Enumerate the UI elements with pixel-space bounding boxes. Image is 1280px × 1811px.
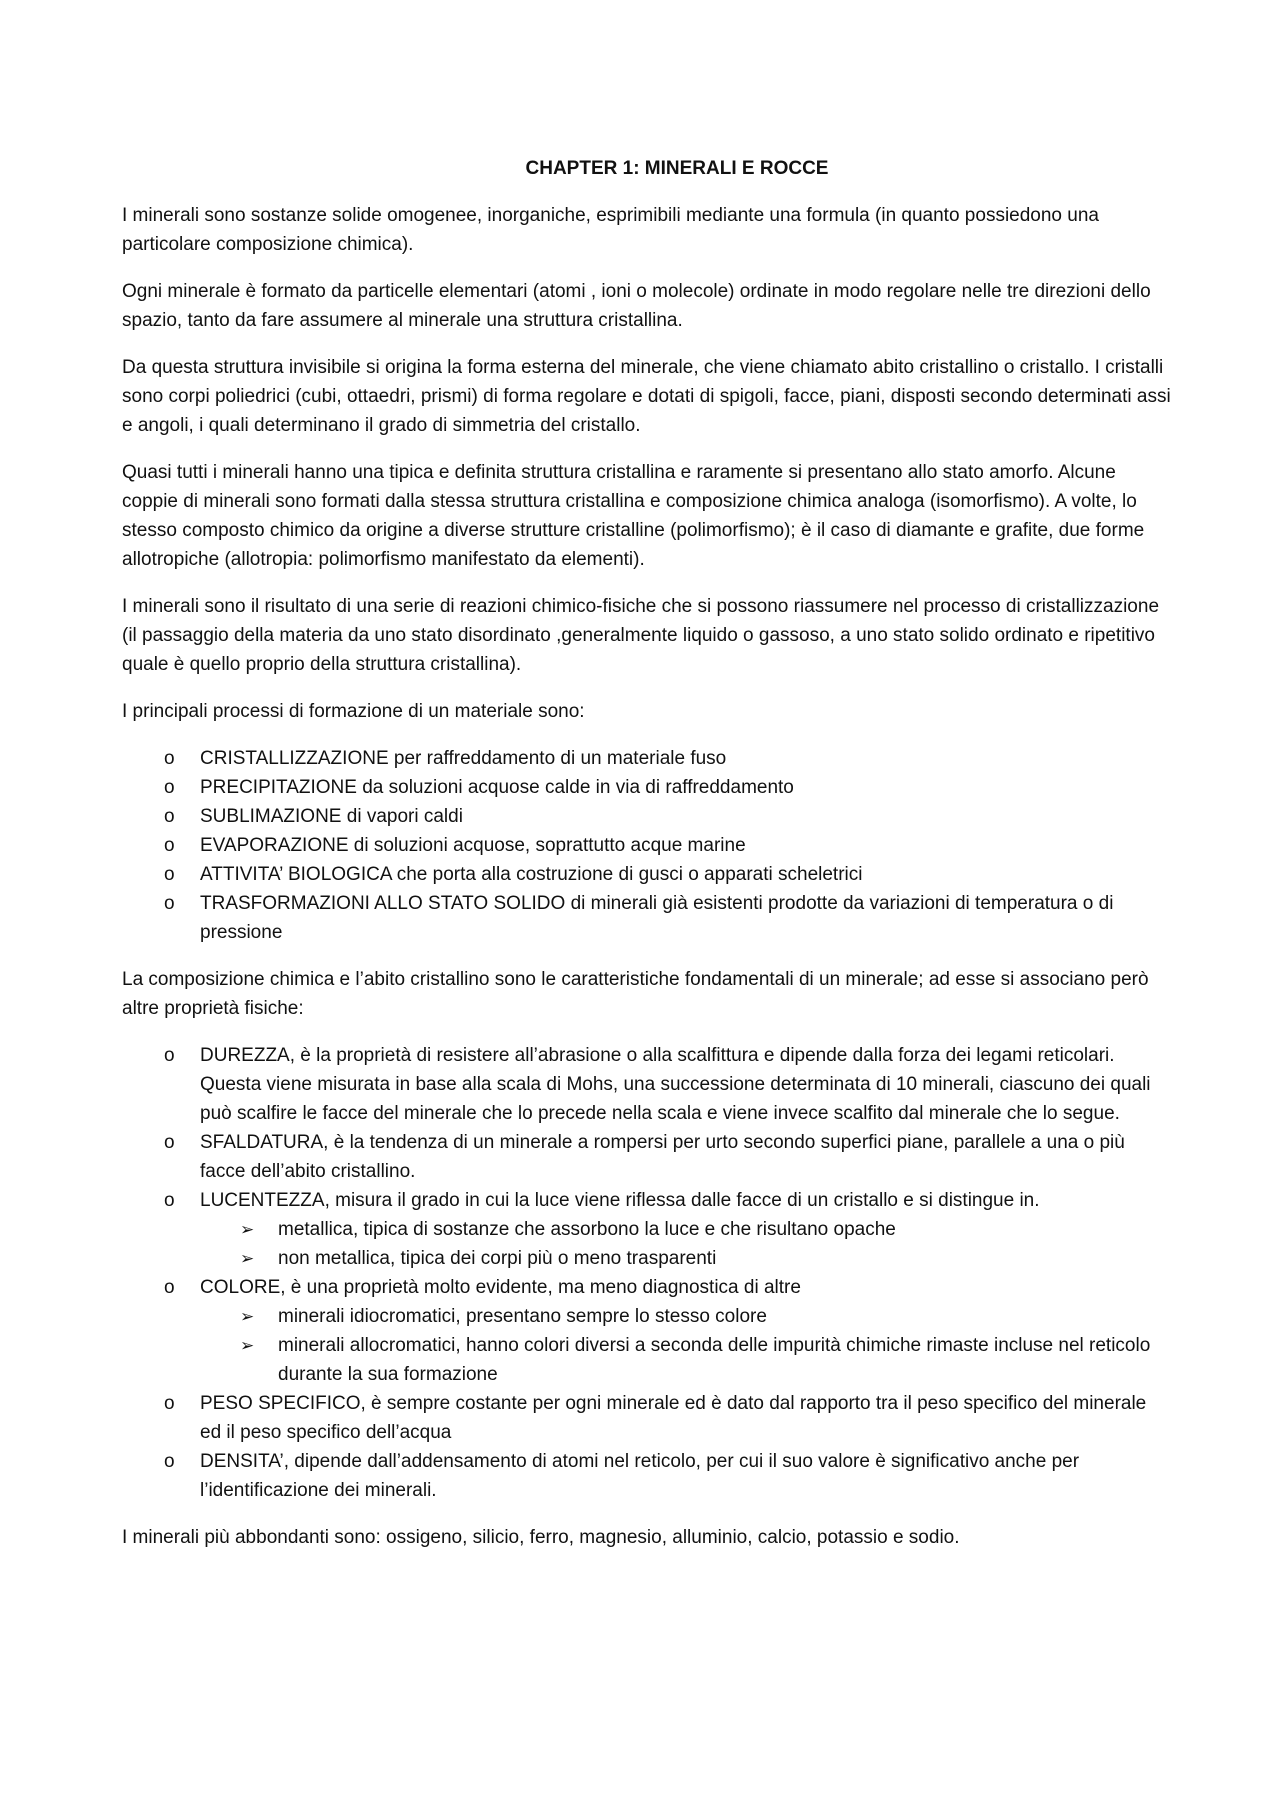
list-item-text: COLORE, è una proprietà molto evidente, ma meno diagnostica di altre — [200, 1277, 801, 1298]
list-item — [122, 1186, 1172, 1273]
bullet-marker: o — [164, 777, 175, 798]
bullet-marker: o — [164, 835, 175, 856]
list-item-text: PRECIPITAZIONE da soluzioni acquose calde in via di raffreddamento — [200, 777, 794, 798]
formation-list — [122, 744, 1172, 947]
arrow-bullet-icon: ➢ — [240, 1336, 255, 1355]
document-body — [122, 154, 1172, 1570]
bullet-marker: o — [164, 1045, 175, 1066]
sub-list-item-text: minerali idiocromatici, presentano sempre lo stesso colore — [278, 1306, 767, 1327]
list-item — [122, 1447, 1172, 1505]
list-item — [122, 889, 1172, 947]
paragraph: Quasi tutti i minerali hanno una tipica e definita struttura cristallina e raramente si presentano allo stato amorfo. Alcune coppie di minerali sono formati dalla stessa struttura cristallina e composizione chimica analoga (isomorfismo). A volte, lo stesso composto chimico da origine a diverse strutture cristalline (polimorfismo); è il caso di diamante e grafite, due forme allotropiche (allotropia: polimorfismo manifestato da elementi). — [122, 462, 1145, 570]
sub-list — [200, 1302, 1172, 1389]
bullet-marker: o — [164, 1190, 175, 1211]
paragraph: I principali processi di formazione di un materiale sono: — [122, 701, 585, 722]
list-item-text: ATTIVITA’ BIOLOGICA che porta alla costruzione di gusci o apparati scheletrici — [200, 864, 863, 885]
list-item-text: TRASFORMAZIONI ALLO STATO SOLIDO di minerali già esistenti prodotte da variazioni di temperatura o di pressione — [200, 893, 1114, 943]
bullet-marker: o — [164, 1451, 175, 1472]
page-title: CHAPTER 1: MINERALI E ROCCE — [525, 158, 829, 179]
list-item — [122, 773, 1172, 802]
paragraph: I minerali sono il risultato di una serie di reazioni chimico-fisiche che si possono riassumere nel processo di cristallizzazione (il passaggio della materia da uno stato disordinato ,generalmente liquido o gassoso, a uno stato solido ordinato e ripetitivo quale è quello proprio della struttura cristallina). — [122, 596, 1160, 675]
bullet-marker: o — [164, 1277, 175, 1298]
list-item — [122, 1128, 1172, 1186]
bullet-marker: o — [164, 864, 175, 885]
closing-paragraph: I minerali più abbondanti sono: ossigeno, silicio, ferro, magnesio, alluminio, calcio, potassio e sodio. — [122, 1527, 960, 1548]
bullet-marker: o — [164, 1393, 175, 1414]
properties-list — [122, 1041, 1172, 1505]
list-item — [122, 860, 1172, 889]
arrow-bullet-icon: ➢ — [240, 1220, 255, 1239]
bullet-marker: o — [164, 893, 175, 914]
list-item-text: DUREZZA, è la proprietà di resistere all’abrasione o alla scalfittura e dipende dalla forza dei legami reticolari. Questa viene misurata in base alla scala di Mohs, una successione determinata di 10 minerali, ciascuno dei quali può scalfire le facce del minerale che lo precede nella scala e viene invece scalfito dal minerale che lo segue. — [200, 1045, 1151, 1124]
sub-list-item — [200, 1215, 1172, 1244]
list-item — [122, 1273, 1172, 1389]
list-item-text: CRISTALLIZZAZIONE per raffreddamento di un materiale fuso — [200, 748, 727, 769]
list-item — [122, 1389, 1172, 1447]
list-item-text: LUCENTEZZA, misura il grado in cui la luce viene riflessa dalle facce di un cristallo e si distingue in. — [200, 1190, 1040, 1211]
arrow-bullet-icon: ➢ — [240, 1249, 255, 1268]
list-item-text: SFALDATURA, è la tendenza di un minerale a rompersi per urto secondo superfici piane, parallele a una o più facce dell’abito cristallino. — [200, 1132, 1125, 1182]
list-item-text: PESO SPECIFICO, è sempre costante per ogni minerale ed è dato dal rapporto tra il peso specifico del minerale ed il peso specifico dell’acqua — [200, 1393, 1147, 1443]
sub-list — [200, 1215, 1172, 1273]
list-item-text: EVAPORAZIONE di soluzioni acquose, soprattutto acque marine — [200, 835, 746, 856]
paragraph: Ogni minerale è formato da particelle elementari (atomi , ioni o molecole) ordinate in modo regolare nelle tre direzioni dello spazio, tanto da fare assumere al minerale una struttura cristallina. — [122, 281, 1151, 331]
properties-intro: La composizione chimica e l’abito cristallino sono le caratteristiche fondamentali di un minerale; ad esse si associano però altre proprietà fisiche: — [122, 969, 1149, 1019]
list-item-text: SUBLIMAZIONE di vapori caldi — [200, 806, 463, 827]
sub-list-item-text: metallica, tipica di sostanze che assorbono la luce e che risultano opache — [278, 1219, 896, 1240]
bullet-marker: o — [164, 806, 175, 827]
list-item — [122, 1041, 1172, 1128]
list-item — [122, 744, 1172, 773]
sub-list-item — [200, 1331, 1172, 1389]
bullet-marker: o — [164, 748, 175, 769]
sub-list-item — [200, 1302, 1172, 1331]
sub-list-item-text: non metallica, tipica dei corpi più o meno trasparenti — [278, 1248, 717, 1269]
sub-list-item-text: minerali allocromatici, hanno colori diversi a seconda delle impurità chimiche rimaste incluse nel reticolo durante la sua formazione — [278, 1335, 1151, 1385]
list-item — [122, 802, 1172, 831]
paragraph: I minerali sono sostanze solide omogenee, inorganiche, esprimibili mediante una formula (in quanto possiedono una particolare composizione chimica). — [122, 205, 1099, 255]
sub-list-item — [200, 1244, 1172, 1273]
paragraph: Da questa struttura invisibile si origina la forma esterna del minerale, che viene chiamato abito cristallino o cristallo. I cristalli sono corpi poliedrici (cubi, ottaedri, prismi) di forma regolare e dotati di spigoli, facce, piani, disposti secondo determinati assi e angoli, i quali determinano il grado di simmetria del cristallo. — [122, 357, 1171, 436]
list-item — [122, 831, 1172, 860]
bullet-marker: o — [164, 1132, 175, 1153]
list-item-text: DENSITA’, dipende dall’addensamento di atomi nel reticolo, per cui il suo valore è significativo anche per l’identificazione dei minerali. — [200, 1451, 1080, 1501]
arrow-bullet-icon: ➢ — [240, 1307, 255, 1326]
